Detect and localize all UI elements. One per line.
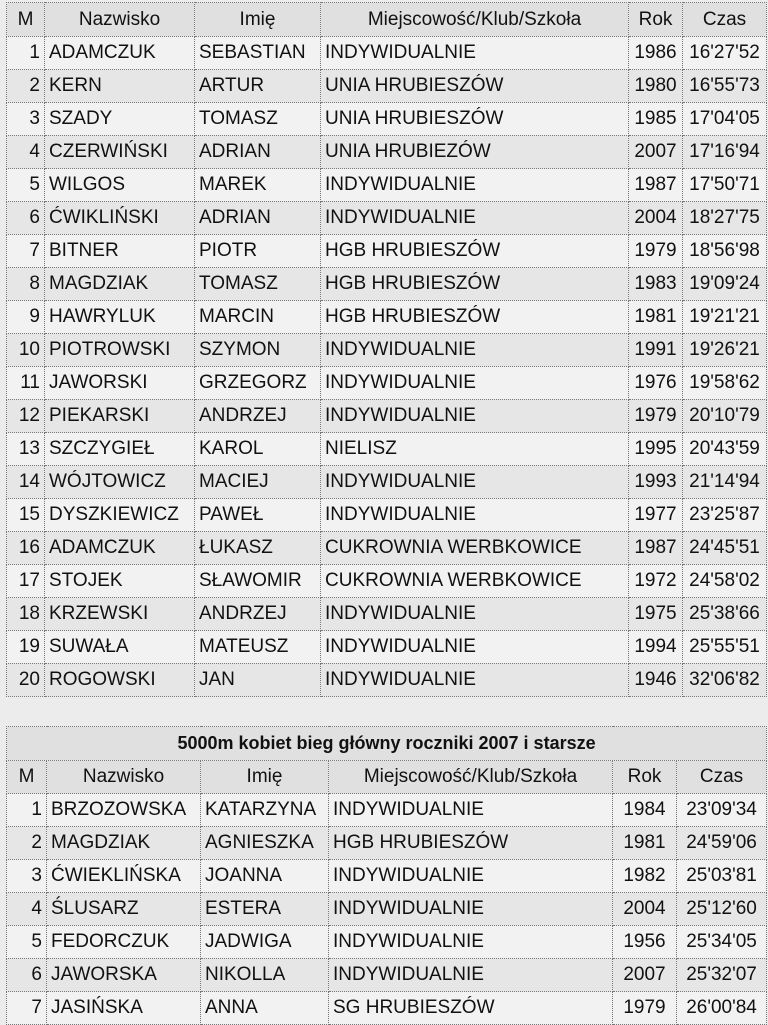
cell-place: 12: [7, 400, 45, 433]
cell-place: 2: [7, 827, 47, 860]
cell-year: 1972: [629, 565, 683, 598]
men-table-body: [7, 37, 767, 697]
women-title-row: [7, 727, 767, 761]
cell-year: 1977: [629, 499, 683, 532]
table-row: [7, 202, 767, 235]
cell-year: 1975: [629, 598, 683, 631]
cell-firstname: ŁUKASZ: [195, 532, 321, 565]
cell-firstname: KATARZYNA: [201, 794, 329, 827]
cell-year: 1981: [629, 301, 683, 334]
cell-surname: ŚLUSARZ: [47, 893, 201, 926]
cell-firstname: JAN: [195, 664, 321, 697]
cell-time: 19'09'24: [683, 268, 767, 301]
cell-place: 6: [7, 959, 47, 992]
cell-time: 17'04'05: [683, 103, 767, 136]
cell-firstname: JOANNA: [201, 860, 329, 893]
col-header-miejscowosc: Miejscowość/Klub/Szkoła: [329, 761, 613, 794]
table-row: [7, 631, 767, 664]
cell-surname: BITNER: [45, 235, 195, 268]
cell-time: 18'56'98: [683, 235, 767, 268]
cell-club: HGB HRUBIESZÓW: [321, 268, 629, 301]
cell-place: 15: [7, 499, 45, 532]
cell-surname: WILGOS: [45, 169, 195, 202]
cell-year: 1979: [629, 235, 683, 268]
cell-time: 25'38'66: [683, 598, 767, 631]
cell-year: 1979: [613, 992, 677, 1025]
cell-year: 1985: [629, 103, 683, 136]
cell-club: HGB HRUBIESZÓW: [321, 235, 629, 268]
cell-surname: MAGDZIAK: [47, 827, 201, 860]
cell-club: INDYWIDUALNIE: [321, 202, 629, 235]
cell-club: UNIA HRUBIEZÓW: [321, 136, 629, 169]
col-header-nazwisko: Nazwisko: [45, 3, 195, 37]
cell-firstname: ANDRZEJ: [195, 400, 321, 433]
cell-club: CUKROWNIA WERBKOWICE: [321, 532, 629, 565]
cell-firstname: NIKOLLA: [201, 959, 329, 992]
cell-place: 3: [7, 103, 45, 136]
table-row: [7, 136, 767, 169]
cell-firstname: KAROL: [195, 433, 321, 466]
cell-firstname: ANNA: [201, 992, 329, 1025]
cell-club: INDYWIDUALNIE: [321, 367, 629, 400]
cell-time: 32'06'82: [683, 664, 767, 697]
cell-year: 2007: [629, 136, 683, 169]
cell-year: 1956: [613, 926, 677, 959]
cell-place: 4: [7, 893, 47, 926]
cell-place: 2: [7, 70, 45, 103]
cell-surname: ĆWIKLIŃSKI: [45, 202, 195, 235]
table-row: [7, 926, 767, 959]
cell-firstname: SEBASTIAN: [195, 37, 321, 70]
col-header-imie: Imię: [201, 761, 329, 794]
table-row: [7, 992, 767, 1025]
women-table-body: [7, 794, 767, 1025]
cell-place: 7: [7, 235, 45, 268]
cell-year: 1980: [629, 70, 683, 103]
cell-time: 26'00'84: [677, 992, 767, 1025]
cell-place: 1: [7, 794, 47, 827]
table-row: [7, 598, 767, 631]
cell-surname: CZERWIŃSKI: [45, 136, 195, 169]
table-row: [7, 169, 767, 202]
cell-place: 14: [7, 466, 45, 499]
cell-time: 18'27'75: [683, 202, 767, 235]
cell-time: 25'12'60: [677, 893, 767, 926]
cell-club: HGB HRUBIESZÓW: [329, 827, 613, 860]
cell-firstname: ARTUR: [195, 70, 321, 103]
cell-surname: JAWORSKA: [47, 959, 201, 992]
cell-year: 2004: [613, 893, 677, 926]
table-row: [7, 532, 767, 565]
cell-time: 23'25'87: [683, 499, 767, 532]
table-row: [7, 433, 767, 466]
cell-time: 17'50'71: [683, 169, 767, 202]
cell-year: 1979: [629, 400, 683, 433]
cell-surname: SZADY: [45, 103, 195, 136]
col-header-rok: Rok: [613, 761, 677, 794]
cell-year: 1993: [629, 466, 683, 499]
table-row: [7, 70, 767, 103]
cell-firstname: MATEUSZ: [195, 631, 321, 664]
cell-place: 3: [7, 860, 47, 893]
cell-surname: MAGDZIAK: [45, 268, 195, 301]
cell-time: 16'55'73: [683, 70, 767, 103]
cell-firstname: TOMASZ: [195, 268, 321, 301]
table-row: [7, 827, 767, 860]
cell-time: 24'45'51: [683, 532, 767, 565]
table-row: [7, 565, 767, 598]
cell-time: 24'59'06: [677, 827, 767, 860]
women-table-title: 5000m kobiet bieg główny roczniki 2007 i starsze: [7, 727, 767, 761]
cell-surname: WÓJTOWICZ: [45, 466, 195, 499]
col-header-nazwisko: Nazwisko: [47, 761, 201, 794]
cell-firstname: SŁAWOMIR: [195, 565, 321, 598]
table-row: [7, 499, 767, 532]
cell-place: 18: [7, 598, 45, 631]
cell-firstname: AGNIESZKA: [201, 827, 329, 860]
cell-surname: KRZEWSKI: [45, 598, 195, 631]
cell-time: 19'26'21: [683, 334, 767, 367]
cell-time: 20'10'79: [683, 400, 767, 433]
cell-firstname: MAREK: [195, 169, 321, 202]
cell-year: 1995: [629, 433, 683, 466]
cell-time: 19'21'21: [683, 301, 767, 334]
table-row: [7, 664, 767, 697]
men-results-table: [6, 2, 767, 697]
cell-year: 1982: [613, 860, 677, 893]
cell-place: 9: [7, 301, 45, 334]
cell-club: SG HRUBIESZÓW: [329, 992, 613, 1025]
cell-time: 19'58'62: [683, 367, 767, 400]
cell-surname: DYSZKIEWICZ: [45, 499, 195, 532]
cell-surname: ADAMCZUK: [45, 37, 195, 70]
women-header-row: [7, 761, 767, 794]
cell-time: 25'34'05: [677, 926, 767, 959]
table-row: [7, 103, 767, 136]
cell-club: INDYWIDUALNIE: [321, 631, 629, 664]
cell-place: 13: [7, 433, 45, 466]
cell-year: 1976: [629, 367, 683, 400]
cell-time: 20'43'59: [683, 433, 767, 466]
cell-firstname: MACIEJ: [195, 466, 321, 499]
table-row: [7, 466, 767, 499]
cell-firstname: GRZEGORZ: [195, 367, 321, 400]
col-header-czas: Czas: [677, 761, 767, 794]
cell-surname: ĆWIEKLIŃSKA: [47, 860, 201, 893]
cell-place: 11: [7, 367, 45, 400]
cell-firstname: MARCIN: [195, 301, 321, 334]
cell-year: 1983: [629, 268, 683, 301]
col-header-rok: Rok: [629, 3, 683, 37]
cell-time: 25'32'07: [677, 959, 767, 992]
cell-year: 1981: [613, 827, 677, 860]
table-row: [7, 893, 767, 926]
cell-surname: PIEKARSKI: [45, 400, 195, 433]
cell-place: 4: [7, 136, 45, 169]
table-row: [7, 367, 767, 400]
cell-place: 20: [7, 664, 45, 697]
cell-surname: ADAMCZUK: [45, 532, 195, 565]
cell-club: INDYWIDUALNIE: [321, 664, 629, 697]
cell-club: INDYWIDUALNIE: [321, 334, 629, 367]
cell-time: 16'27'52: [683, 37, 767, 70]
cell-firstname: ANDRZEJ: [195, 598, 321, 631]
cell-surname: HAWRYLUK: [45, 301, 195, 334]
cell-surname: SUWAŁA: [45, 631, 195, 664]
cell-club: CUKROWNIA WERBKOWICE: [321, 565, 629, 598]
cell-time: 17'16'94: [683, 136, 767, 169]
cell-surname: FEDORCZUK: [47, 926, 201, 959]
table-row: [7, 794, 767, 827]
cell-firstname: ESTERA: [201, 893, 329, 926]
women-results-table: [6, 726, 767, 1025]
cell-time: 25'55'51: [683, 631, 767, 664]
cell-place: 7: [7, 992, 47, 1025]
table-row: [7, 334, 767, 367]
cell-club: INDYWIDUALNIE: [321, 37, 629, 70]
cell-club: UNIA HRUBIESZÓW: [321, 103, 629, 136]
table-row: [7, 268, 767, 301]
col-header-m: M: [7, 761, 47, 794]
cell-place: 6: [7, 202, 45, 235]
cell-place: 5: [7, 169, 45, 202]
col-header-czas: Czas: [683, 3, 767, 37]
cell-club: INDYWIDUALNIE: [329, 860, 613, 893]
cell-surname: JASIŃSKA: [47, 992, 201, 1025]
cell-year: 2007: [613, 959, 677, 992]
table-row: [7, 235, 767, 268]
cell-club: INDYWIDUALNIE: [321, 400, 629, 433]
cell-year: 1946: [629, 664, 683, 697]
cell-year: 1986: [629, 37, 683, 70]
cell-year: 1987: [629, 169, 683, 202]
cell-club: INDYWIDUALNIE: [321, 466, 629, 499]
cell-club: INDYWIDUALNIE: [329, 959, 613, 992]
cell-surname: JAWORSKI: [45, 367, 195, 400]
cell-club: INDYWIDUALNIE: [321, 499, 629, 532]
cell-club: INDYWIDUALNIE: [329, 926, 613, 959]
table-row: [7, 37, 767, 70]
cell-time: 25'03'81: [677, 860, 767, 893]
cell-place: 17: [7, 565, 45, 598]
cell-time: 21'14'94: [683, 466, 767, 499]
cell-place: 8: [7, 268, 45, 301]
cell-firstname: SZYMON: [195, 334, 321, 367]
table-row: [7, 301, 767, 334]
cell-place: 10: [7, 334, 45, 367]
cell-club: NIELISZ: [321, 433, 629, 466]
cell-year: 2004: [629, 202, 683, 235]
cell-year: 1994: [629, 631, 683, 664]
cell-place: 16: [7, 532, 45, 565]
cell-surname: PIOTROWSKI: [45, 334, 195, 367]
col-header-m: M: [7, 3, 45, 37]
cell-club: INDYWIDUALNIE: [329, 794, 613, 827]
table-row: [7, 959, 767, 992]
cell-firstname: PAWEŁ: [195, 499, 321, 532]
cell-club: HGB HRUBIESZÓW: [321, 301, 629, 334]
cell-club: INDYWIDUALNIE: [321, 169, 629, 202]
cell-time: 23'09'34: [677, 794, 767, 827]
cell-surname: STOJEK: [45, 565, 195, 598]
cell-club: INDYWIDUALNIE: [329, 893, 613, 926]
cell-surname: BRZOZOWSKA: [47, 794, 201, 827]
cell-place: 19: [7, 631, 45, 664]
cell-firstname: ADRIAN: [195, 202, 321, 235]
col-header-miejscowosc: Miejscowość/Klub/Szkoła: [321, 3, 629, 37]
cell-firstname: TOMASZ: [195, 103, 321, 136]
men-header-row: [7, 3, 767, 37]
table-row: [7, 860, 767, 893]
cell-surname: SZCZYGIEŁ: [45, 433, 195, 466]
cell-firstname: PIOTR: [195, 235, 321, 268]
cell-surname: KERN: [45, 70, 195, 103]
cell-year: 1991: [629, 334, 683, 367]
cell-firstname: ADRIAN: [195, 136, 321, 169]
table-row: [7, 400, 767, 433]
col-header-imie: Imię: [195, 3, 321, 37]
cell-firstname: JADWIGA: [201, 926, 329, 959]
cell-club: INDYWIDUALNIE: [321, 598, 629, 631]
cell-place: 5: [7, 926, 47, 959]
cell-place: 1: [7, 37, 45, 70]
cell-year: 1984: [613, 794, 677, 827]
cell-club: UNIA HRUBIESZÓW: [321, 70, 629, 103]
cell-time: 24'58'02: [683, 565, 767, 598]
cell-year: 1987: [629, 532, 683, 565]
cell-surname: ROGOWSKI: [45, 664, 195, 697]
